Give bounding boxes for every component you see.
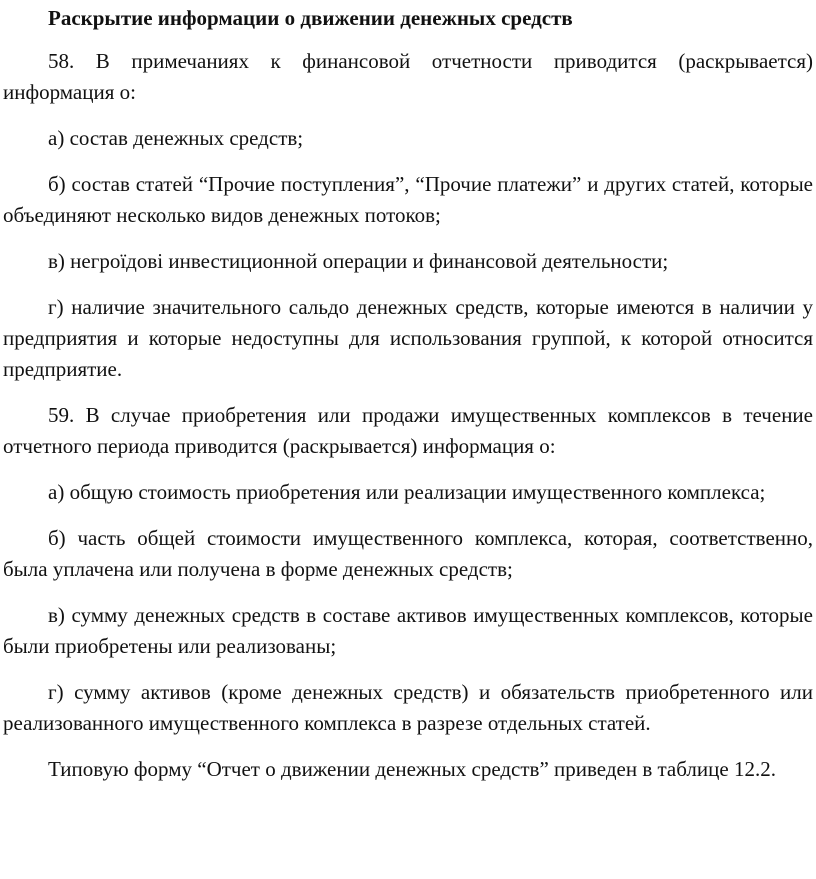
section-heading: Раскрытие информации о движении денежных средств — [48, 6, 573, 30]
paragraph-59-b: б) часть общей стоимости имущественного комплекса, которая, соответственно, была уплачена или получена в форме денежных средств; — [3, 526, 813, 581]
document-page — [3, 0, 813, 785]
paragraph-59-intro: 59. В случае приобретения или продажи имущественных комплексов в течение отчетного периода приводится (раскрывается) информация о: — [3, 403, 813, 458]
paragraph-59-g: г) сумму активов (кроме денежных средств) и обязательств приобретенного или реализованного имущественного комплекса в разрезе отдельных статей. — [3, 680, 813, 735]
paragraph-58-v: в) негроїдові инвестиционной операции и финансовой деятельности; — [48, 249, 669, 273]
paragraph-58-g: г) наличие значительного сальдо денежных средств, которые имеются в наличии у предприятия и которые недоступны для использования группой, к которой относится предприятие. — [3, 295, 813, 381]
paragraph-58-b: б) состав статей “Прочие поступления”, “Прочие платежи” и других статей, которые объединяют несколько видов денежных потоков; — [3, 172, 813, 227]
paragraph-58-a: а) состав денежных средств; — [48, 126, 304, 150]
paragraph-closing: Типовую форму “Отчет о движении денежных средств” приведен в таблице 12.2. — [48, 757, 776, 781]
paragraph-59-a: а) общую стоимость приобретения или реализации имущественного комплекса; — [48, 480, 766, 504]
paragraph-58-intro: 58. В примечаниях к финансовой отчетности приводится (раскрывается) информация о: — [3, 49, 813, 104]
paragraph-59-v: в) сумму денежных средств в составе активов имущественных комплексов, которые были приобретены или реализованы; — [3, 603, 813, 658]
